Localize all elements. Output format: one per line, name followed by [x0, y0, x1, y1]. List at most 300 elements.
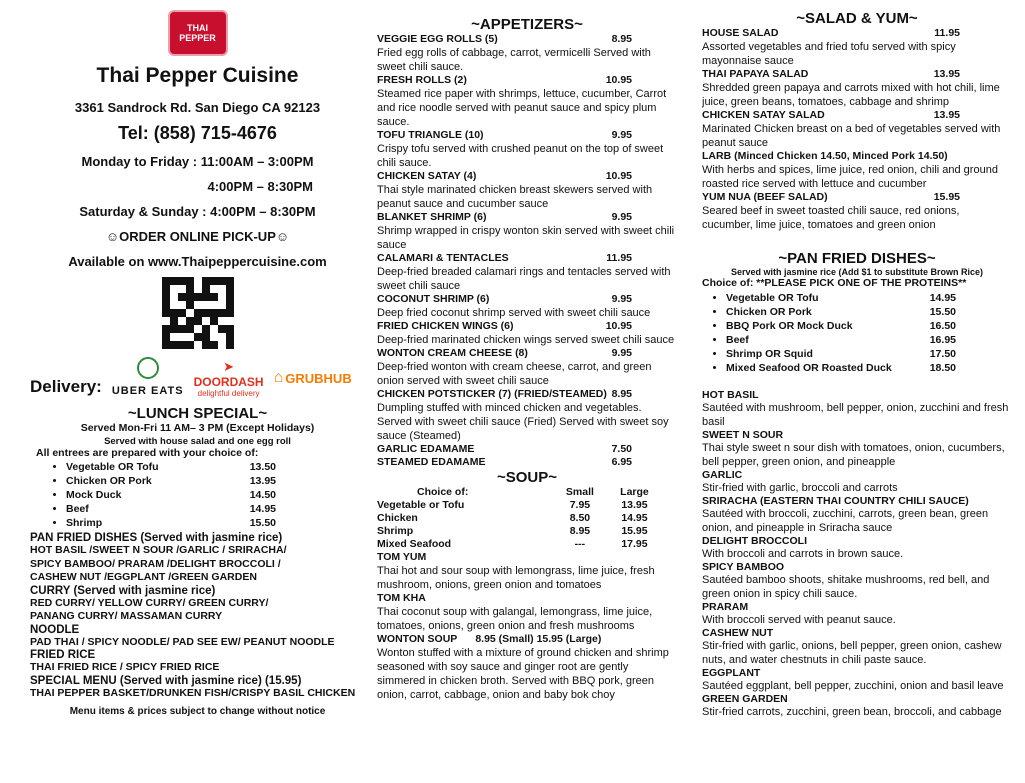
lunch-protein-row — [66, 516, 276, 530]
qr-module — [226, 333, 234, 341]
qr-module — [170, 325, 178, 333]
delivery-label: Delivery: — [30, 377, 102, 396]
qr-module — [194, 341, 202, 349]
pan-dish-description: Stir-fried carrots, zucchini, green bean, broccoli, and cabbage — [702, 705, 1002, 718]
appetizer-name: VEGGIE EGG ROLLS (5) — [377, 33, 498, 45]
pan-fried-choice: Choice of: **PLEASE PICK ONE OF THE PROTEINS** — [702, 277, 967, 289]
lunch-curry-heading: CURRY (Served with jasmine rice) — [30, 584, 216, 597]
lunch-protein-name: • Beef — [66, 503, 89, 515]
pan-protein-price: 18.50 — [929, 361, 956, 374]
qr-module — [202, 277, 210, 285]
appetizer-name: CALAMARI & TENTACLES — [377, 252, 509, 264]
qr-module — [218, 341, 226, 349]
appetizer-item — [377, 388, 677, 443]
lunch-pan-list-3: CASHEW NUT /EGGPLANT /GREEN GARDEN — [30, 571, 257, 583]
info-column — [30, 0, 365, 717]
qr-module — [202, 333, 210, 341]
pan-protein-price: 16.95 — [929, 333, 956, 346]
qr-module — [178, 333, 186, 341]
soup-table-cell: 7.95 — [569, 499, 591, 511]
soup-table-cell: 8.50 — [569, 512, 591, 524]
appetizer-name-row — [377, 456, 632, 469]
restaurant-name: Thai Pepper Cuisine — [96, 64, 299, 87]
qr-module — [178, 285, 186, 293]
pan-protein-row — [726, 347, 956, 361]
salad-list — [702, 27, 1012, 232]
appetizer-price: 7.50 — [611, 443, 632, 455]
salad-price: 15.95 — [933, 191, 960, 203]
soup-name-row — [377, 633, 677, 646]
qr-module — [178, 309, 186, 317]
lunch-pan-list-2: SPICY BAMBOO/ PRARAM /DELIGHT BROCCOLI / — [30, 557, 281, 570]
doordash-tagline: delightful delivery — [197, 388, 260, 398]
soup-table-header-cell: Large — [620, 486, 649, 498]
pan-dish-item — [702, 601, 1012, 627]
qr-module — [194, 301, 202, 309]
salad-name-row — [702, 68, 960, 81]
lunch-protein-name: • Shrimp — [66, 517, 103, 529]
grubhub-icon: ⌂ — [273, 369, 284, 386]
lunch-fried-rice-heading: FRIED RICE — [30, 649, 96, 661]
qr-module — [210, 309, 218, 317]
lunch-protein-item — [66, 488, 365, 502]
qr-module — [186, 317, 194, 325]
pan-dish-item — [702, 667, 1012, 693]
pan-protein-name: • Vegetable OR Tofu — [726, 291, 819, 304]
salad-name: THAI PAPAYA SALAD — [702, 68, 809, 80]
qr-module — [226, 277, 234, 285]
pan-dish-name: SWEET N SOUR — [702, 428, 784, 441]
appetizer-name-row — [377, 443, 632, 456]
appetizer-description: Crispy tofu served with crushed peanut on the top of sweet chili sauce. — [377, 143, 664, 169]
salad-name: YUM NUA (BEEF SALAD) — [702, 191, 828, 203]
pan-dish-name: EGGPLANT — [702, 666, 761, 679]
ubereats-icon — [137, 357, 159, 379]
salad-item — [702, 109, 1012, 150]
qr-module — [202, 285, 210, 293]
lunch-protein-row — [66, 474, 276, 488]
qr-module — [162, 317, 170, 325]
qr-module — [218, 333, 226, 341]
qr-module — [178, 277, 186, 285]
appetizer-item — [377, 456, 677, 469]
appetizer-name: FRIED CHICKEN WINGS (6) — [377, 320, 514, 332]
appetizer-name-row — [377, 388, 632, 401]
qr-module — [210, 325, 218, 333]
pan-dish-item — [702, 389, 1012, 429]
appetizer-name: FRESH ROLLS (2) — [377, 74, 467, 86]
pan-dish-name: HOT BASIL — [702, 388, 759, 401]
soup-table-header-cell: Choice of: — [417, 486, 469, 498]
qr-module — [226, 293, 234, 301]
hours-weekday-label: Monday to Friday : — [81, 154, 198, 169]
salad-name: CHICKEN SATAY SALAD — [702, 109, 825, 121]
lunch-pan-list-1: HOT BASIL /SWEET N SOUR /GARLIC / SRIRACHA/ — [30, 544, 287, 556]
appetizer-item — [377, 252, 677, 293]
qr-module — [218, 285, 226, 293]
qr-module — [210, 341, 218, 349]
salad-description: Shredded green papaya and carrots mixed with hot chili, lime juice, green beans, tomatoes, cabbage and shrimp — [702, 82, 1000, 108]
soup-table-cell: Mixed Seafood — [377, 538, 452, 550]
qr-module — [170, 277, 178, 285]
appetizer-item — [377, 129, 677, 170]
pan-protein-item — [726, 319, 956, 333]
lunch-title: ~LUNCH SPECIAL~ — [127, 405, 268, 422]
appetizer-name: BLANKET SHRIMP (6) — [377, 211, 487, 223]
salad-item — [702, 191, 1012, 232]
qr-module — [226, 301, 234, 309]
lunch-pan-fried-heading: PAN FRIED DISHES (Served with jasmine rice) — [30, 532, 283, 544]
pan-protein-item — [726, 347, 956, 361]
pan-fried-subtitle: Served with jasmine rice (Add $1 to substitute Brown Rice) — [730, 267, 984, 277]
qr-module — [186, 277, 194, 285]
soup-table-cell: 17.95 — [621, 538, 648, 550]
appetizer-price: 8.95 — [611, 388, 632, 400]
appetizers-list — [377, 33, 677, 469]
pan-protein-row — [726, 333, 956, 347]
appetizer-description: Steamed rice paper with shrimps, lettuce, cucumber, Carrot and rice noodle served with peanut sauce and spicy plum sauce. — [377, 88, 667, 128]
soup-name: TOM YUM — [377, 551, 427, 563]
pan-dish-description: Thai style sweet n sour dish with tomatoes, onion, cucumbers, bell pepper, green onion, and pineapple — [702, 441, 1005, 468]
appetizer-name-row — [377, 347, 632, 360]
soup-name-row — [377, 551, 677, 564]
appetizer-description: Dumpling stuffed with minced chicken and vegetables. Served with sweet chili sauce (Fried) Served with sweet soy sauce (Steamed) — [377, 402, 669, 442]
lunch-protein-price: 14.95 — [249, 503, 276, 515]
pan-dish-item — [702, 561, 1012, 601]
pan-dish-item — [702, 627, 1012, 667]
salad-description: Assorted vegetables and fried tofu served with spicy mayonnaise sauce — [702, 41, 956, 67]
restaurant-phone: Tel: (858) 715-4676 — [118, 123, 277, 143]
appetizer-name: WONTON CREAM CHEESE (8) — [377, 347, 528, 359]
doordash-logo[interactable] — [194, 359, 264, 398]
pan-dish-description: Sautéed bamboo shoots, shitake mushrooms, red bell, and green onion in spicy chili sauce. — [702, 573, 990, 600]
ubereats-text: UBER EATS — [111, 385, 184, 397]
soup-table-header — [377, 486, 662, 499]
pan-protein-item — [726, 333, 956, 347]
salad-item — [702, 27, 1012, 68]
appetizer-price: 9.95 — [611, 293, 632, 305]
pan-dish-name: CASHEW NUT — [702, 626, 774, 639]
pan-protein-name: • Chicken OR Pork — [726, 305, 812, 318]
lunch-hours: Served Mon-Fri 11 AM– 3 PM (Except Holidays) — [80, 422, 315, 434]
qr-module — [226, 325, 234, 333]
pan-dish-item — [702, 535, 1012, 561]
appetizer-description: Fried egg rolls of cabbage, carrot, vermicelli Served with sweet chili sauce. — [377, 47, 651, 73]
qr-module — [186, 301, 194, 309]
qr-module — [226, 285, 234, 293]
pan-protein-name: • Mixed Seafood OR Roasted Duck — [726, 361, 892, 374]
soup-table-row — [377, 525, 662, 538]
appetizer-name-row — [377, 293, 632, 306]
qr-module — [194, 333, 202, 341]
restaurant-address: 3361 Sandrock Rd. San Diego CA 92123 — [74, 100, 321, 115]
pan-dish-description: With broccoli served with peanut sauce. — [702, 613, 896, 626]
qr-module — [178, 301, 186, 309]
delivery-row — [30, 357, 365, 399]
pan-dish-name: DELIGHT BROCCOLI — [702, 534, 807, 547]
lunch-noodle-heading: NOODLE — [30, 623, 80, 636]
pan-dish-name: SRIRACHA (EASTERN THAI COUNTRY CHILI SAUCE) — [702, 494, 969, 507]
soup-table-cell: Shrimp — [377, 525, 414, 537]
lunch-curry-list-2: PANANG CURRY/ MASSAMAN CURRY — [30, 610, 223, 622]
lunch-protein-price: 13.50 — [249, 461, 276, 473]
appetizer-description: Shrimp wrapped in crispy wonton skin served with sweet chili sauce — [377, 225, 675, 251]
qr-module — [210, 333, 218, 341]
salad-pan-column — [702, 0, 1012, 719]
qr-module — [194, 325, 202, 333]
qr-module — [162, 293, 170, 301]
qr-module — [218, 309, 226, 317]
pan-protein-name: • BBQ Pork OR Mock Duck — [726, 319, 853, 332]
qr-module — [194, 309, 202, 317]
lunch-includes: Served with house salad and one egg roll — [104, 435, 291, 447]
pan-protein-name: • Shrimp OR Squid — [726, 347, 813, 360]
salad-name-row — [702, 27, 960, 40]
online-order-banner: ☺ORDER ONLINE PICK-UP☺ — [105, 229, 290, 244]
soup-description: Wonton stuffed with a mixture of ground chicken and shrimp seasoned with soy sauce and ginger root are gently simmered in chicken broth. Served with BBQ pork, green onion, carrot, cabbage, onion and baby bok choy — [377, 647, 669, 701]
pan-protein-row — [726, 319, 956, 333]
qr-code[interactable] — [162, 277, 234, 349]
qr-module — [162, 285, 170, 293]
appetizer-name-row — [377, 252, 632, 265]
soup-price-table — [377, 486, 662, 551]
qr-module — [202, 317, 210, 325]
appetizer-name-row — [377, 170, 632, 183]
qr-module — [186, 341, 194, 349]
lunch-protein-price: 15.50 — [249, 517, 276, 529]
qr-module — [170, 293, 178, 301]
qr-module — [194, 293, 202, 301]
soup-table-cell: 15.95 — [621, 525, 648, 537]
appetizer-item — [377, 443, 677, 456]
pan-protein-item — [726, 361, 956, 375]
lunch-protein-row — [66, 502, 276, 516]
soup-name-row — [377, 592, 677, 605]
qr-module — [178, 317, 186, 325]
soup-table-cell: 13.95 — [621, 499, 648, 511]
appetizers-title: ~APPETIZERS~ — [471, 16, 583, 33]
qr-module — [218, 293, 226, 301]
hours-weekday — [30, 154, 365, 169]
salad-price: 13.95 — [933, 109, 960, 121]
appetizer-price: 10.95 — [605, 320, 632, 332]
qr-module — [178, 293, 186, 301]
pan-dish-description: Stir-fried with garlic, broccoli and carrots — [702, 481, 898, 494]
qr-module — [186, 285, 194, 293]
lunch-protein-item — [66, 516, 365, 530]
appetizer-item — [377, 293, 677, 320]
pan-dish-description: Sautéed eggplant, bell pepper, zucchini, onion and basil leave — [702, 679, 1004, 692]
appetizer-price: 10.95 — [605, 170, 632, 182]
pan-protein-price: 17.50 — [929, 347, 956, 360]
appetizer-item — [377, 211, 677, 252]
qr-module — [170, 301, 178, 309]
pan-dish-item — [702, 693, 1012, 719]
soup-title: ~SOUP~ — [496, 469, 558, 486]
salad-item — [702, 150, 1012, 191]
qr-module — [210, 293, 218, 301]
qr-module — [194, 285, 202, 293]
appetizer-name: CHICKEN SATAY (4) — [377, 170, 477, 182]
salad-name-row — [702, 191, 960, 204]
pan-protein-price: 14.95 — [929, 291, 956, 304]
pan-protein-name: • Beef — [726, 333, 749, 346]
soup-table-cell: Vegetable or Tofu — [377, 499, 465, 511]
hours-weekend: Saturday & Sunday : 4:00PM – 8:30PM — [79, 204, 316, 219]
salad-name-row — [702, 109, 960, 122]
pan-dish-name: PRARAM — [702, 600, 749, 613]
pan-dish-description: Stir-fried with garlic, onions, bell pepper, green onion, cashew nuts, and water chestnuts in chili paste sauce. — [702, 639, 1002, 666]
appetizer-name: COCONUT SHRIMP (6) — [377, 293, 490, 305]
pan-protein-item — [726, 305, 956, 319]
lunch-choice-label: All entrees are prepared with your choice of: — [36, 446, 259, 459]
logo-text: THAI PEPPER — [179, 23, 216, 43]
salad-price: 11.95 — [934, 27, 960, 39]
soup-table-row — [377, 538, 662, 551]
lunch-special-heading: SPECIAL MENU (Served with jasmine rice) (15.95) — [30, 674, 302, 687]
lunch-curry-list-1: RED CURRY/ YELLOW CURRY/ GREEN CURRY/ — [30, 596, 269, 609]
qr-module — [178, 341, 186, 349]
appetizer-name: STEAMED EDAMAME — [377, 456, 486, 468]
pan-dish-name: GREEN GARDEN — [702, 692, 788, 705]
soup-table-row — [377, 512, 662, 525]
salad-description: Seared beef in sweet toasted chili sauce, red onions, cucumber, lime juice, tomatoes and green onion — [702, 205, 960, 231]
pan-protein-row — [726, 361, 956, 375]
qr-module — [170, 317, 178, 325]
grubhub-logo[interactable] — [274, 369, 352, 387]
pan-dish-description: With broccoli and carrots in brown sauce. — [702, 547, 904, 560]
qr-module — [210, 285, 218, 293]
lunch-protein-item — [66, 502, 365, 516]
website-text[interactable]: Available on www.Thaipeppercuisine.com — [68, 254, 327, 269]
appetizer-price: 9.95 — [611, 129, 632, 141]
lunch-special-list: THAI PEPPER BASKET/DRUNKEN FISH/CRISPY BASIL CHICKEN — [30, 686, 356, 699]
soup-description: Thai coconut soup with galangal, lemongrass, lime juice, tomatoes, onions, green onion and fresh mushrooms — [377, 606, 653, 632]
pan-dish-item — [702, 495, 1012, 535]
qr-module — [170, 309, 178, 317]
lunch-protein-name: • Vegetable OR Tofu — [66, 461, 159, 473]
qr-module — [226, 309, 234, 317]
soup-name: TOM KHA — [377, 592, 426, 604]
appetizer-item — [377, 320, 677, 347]
lunch-protein-list — [30, 460, 365, 530]
appetizer-name-row — [377, 74, 632, 87]
qr-module — [202, 325, 210, 333]
appetizers-soup-column — [377, 0, 677, 702]
qr-module — [202, 341, 210, 349]
qr-module — [170, 333, 178, 341]
soup-item — [377, 633, 677, 702]
hours-weekday-dinner: 4:00PM – 8:30PM — [207, 179, 313, 194]
soup-description: Thai hot and sour soup with lemongrass, lime juice, fresh mushroom, onions, green onion and tomatoes — [377, 565, 655, 591]
qr-module — [162, 333, 170, 341]
appetizer-price: 8.95 — [611, 33, 632, 45]
salad-name: HOUSE SALAD — [702, 27, 779, 39]
pan-protein-price: 16.50 — [929, 319, 956, 332]
pan-dish-name: GARLIC — [702, 468, 743, 481]
appetizer-item — [377, 33, 677, 74]
lunch-protein-row — [66, 460, 276, 474]
appetizer-name: TOFU TRIANGLE (10) — [377, 129, 484, 141]
hours-weekday-lunch: 11:00AM – 3:00PM — [200, 154, 314, 169]
pan-protein-row — [726, 305, 956, 319]
qr-module — [170, 341, 178, 349]
lunch-fried-rice-list: THAI FRIED RICE / SPICY FRIED RICE — [30, 661, 220, 673]
qr-module — [162, 341, 170, 349]
qr-module — [186, 293, 194, 301]
salad-name: LARB (Minced Chicken 14.50, Minced Pork 14.50) — [702, 150, 948, 162]
lunch-protein-price: 13.95 — [249, 475, 276, 487]
restaurant-logo — [168, 10, 228, 56]
pan-dish-item — [702, 429, 1012, 469]
qr-module — [186, 325, 194, 333]
qr-module — [218, 317, 226, 325]
pan-dish-list — [702, 389, 1012, 719]
salad-name-row — [702, 150, 960, 163]
pan-dish-name: SPICY BAMBOO — [702, 560, 785, 573]
doordash-text: DOORDASH — [193, 374, 264, 389]
appetizer-name-row — [377, 211, 632, 224]
salad-title: ~SALAD & YUM~ — [796, 10, 918, 27]
ubereats-logo[interactable] — [112, 357, 184, 399]
grubhub-text: GRUBHUB — [285, 370, 352, 386]
qr-module — [202, 309, 210, 317]
qr-module — [202, 293, 210, 301]
appetizer-item — [377, 170, 677, 211]
qr-module — [162, 325, 170, 333]
appetizer-name-row — [377, 33, 632, 46]
salad-item — [702, 68, 1012, 109]
appetizer-name-row — [377, 320, 632, 333]
pan-dish-description: Sautéed with mushroom, bell pepper, onion, zucchini and fresh basil — [702, 401, 1009, 428]
soup-price: 8.95 (Small) 15.95 (Large) — [475, 633, 602, 645]
price-disclaimer: Menu items & prices subject to change without notice — [69, 706, 326, 717]
lunch-noodle-list: PAD THAI / SPICY NOODLE/ PAD SEE EW/ PEANUT NOODLE — [30, 635, 335, 648]
soup-table-row — [377, 499, 662, 512]
soup-table-cell: --- — [574, 538, 586, 550]
appetizer-item — [377, 74, 677, 129]
salad-price: 13.95 — [933, 68, 960, 80]
appetizer-description: Deep-fried wonton with cream cheese, carrot, and green onion served with sweet chili sauce — [377, 361, 652, 387]
qr-module — [218, 301, 226, 309]
soup-table-cell: 14.95 — [621, 512, 648, 524]
soup-table-cell: Chicken — [377, 512, 418, 524]
appetizer-description: Deep-fried marinated chicken wings served sweet chili sauce — [377, 334, 675, 346]
salad-description: Marinated Chicken breast on a bed of vegetables served with peanut sauce — [702, 123, 1001, 149]
appetizer-price: 9.95 — [611, 211, 632, 223]
appetizer-name-row — [377, 129, 632, 142]
pan-protein-list — [702, 291, 956, 375]
pan-protein-item — [726, 291, 956, 305]
qr-module — [186, 309, 194, 317]
lunch-protein-row — [66, 488, 276, 502]
pan-protein-price: 15.50 — [929, 305, 956, 318]
pan-fried-title: ~PAN FRIED DISHES~ — [778, 250, 936, 267]
appetizer-price: 10.95 — [605, 74, 632, 86]
qr-module — [226, 317, 234, 325]
soup-item — [377, 592, 677, 633]
qr-module — [170, 285, 178, 293]
pan-dish-description: Sautéed with broccoli, zucchini, carrots, green bean, green onion, and pineapple in Sriracha sauce — [702, 507, 989, 534]
qr-module — [162, 309, 170, 317]
qr-module — [162, 277, 170, 285]
soup-table-cell: 8.95 — [569, 525, 591, 537]
appetizer-description: Deep-fried breaded calamari rings and tentacles served with sweet chili sauce — [377, 266, 671, 292]
pan-dish-item — [702, 469, 1012, 495]
appetizer-item — [377, 347, 677, 388]
qr-module — [186, 333, 194, 341]
soup-item — [377, 551, 677, 592]
